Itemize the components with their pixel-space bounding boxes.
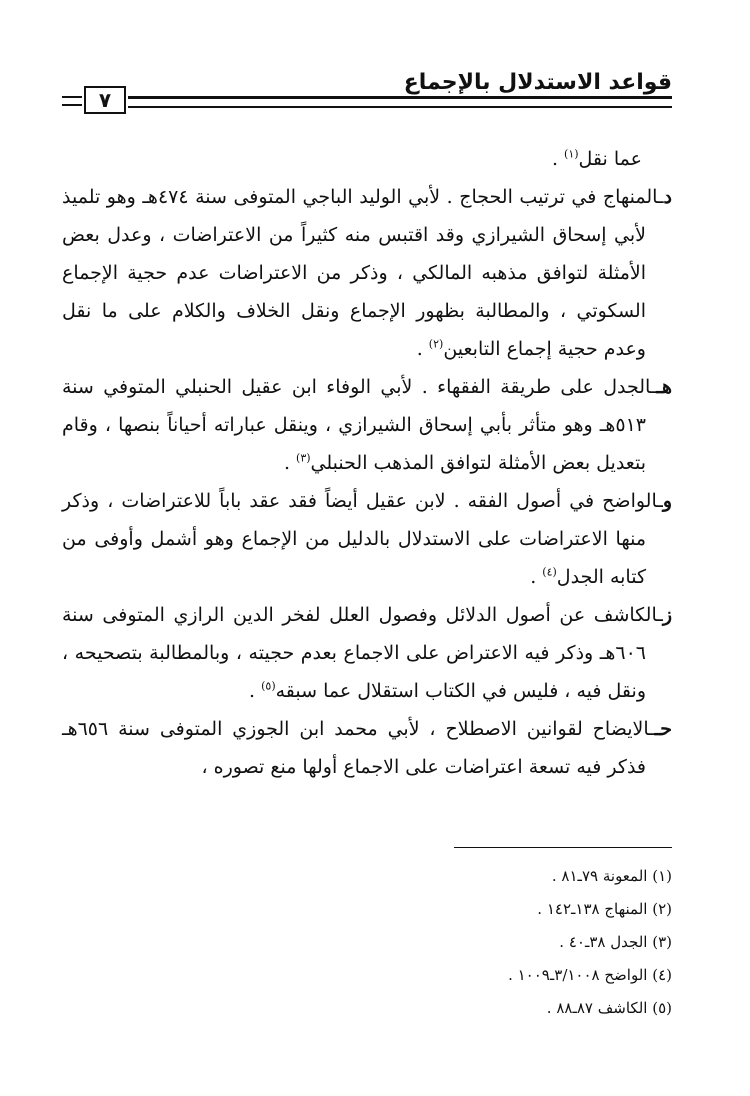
list-item: [62, 596, 672, 710]
main-text: [62, 140, 672, 786]
footnote: (٢) المنهاج ١٣٨ـ١٤٢ .: [537, 900, 672, 918]
footnotes: [72, 860, 672, 1025]
continuation-text: عما نقل: [578, 148, 642, 170]
item-letter: و: [662, 490, 672, 512]
item-end: .: [530, 566, 543, 588]
footnote: (٤) الواضح ٣/١٠٠٨ـ١٠٠٩ .: [508, 966, 672, 984]
item-end: .: [283, 452, 297, 474]
footnote-ref: (٥): [261, 679, 276, 693]
footnote-ref: (٢): [428, 337, 444, 351]
footnote: (١) المعونة ٧٩ـ٨١ .: [551, 867, 672, 885]
list-item: [62, 178, 672, 368]
item-text: ـالجدل على طريقة الفقهاء . لأبي الوفاء ابن عقيل الحنبلي المتوفي سنة ٥١٣هـ وهو متأثر بأبي إسحاق الشيرازي ، وينقل عباراته أحياناً بنصها ، وقام بتعديل بعض الأمثلة لتوافق المذهب الحنبلي: [62, 376, 657, 474]
header-rule-left-tick: [62, 96, 82, 98]
footnote-ref: (٤): [542, 565, 557, 579]
list-item: [62, 710, 672, 786]
item-letter: ز: [662, 604, 672, 626]
footnote-ref: (٣): [296, 451, 311, 465]
footnote-separator: [454, 847, 672, 848]
item-end: .: [249, 680, 262, 702]
page-number: ٧: [84, 86, 126, 114]
item-text: ـالمنهاج في ترتيب الحجاج . لأبي الوليد الباجي المتوفى سنة ٤٧٤هـ وهو تلميذ لأبي إسحاق الشيرازي وقد اقتبس منه كثيراً من الاعتراضات ، وعدل بعض الأمثلة لتوافق مذهبه المالكي ، وذكر من الاعتراضات عدم حجية الإجماع السكوتي ، والمطالبة بظهور الإجماع ونقل الخلاف والكلام على ما نقل وعدم حجية إجماع التابعين: [62, 186, 664, 360]
item-letter: هـ: [656, 376, 672, 398]
footnote: (٣) الجدل ٣٨ـ٤٠ .: [559, 933, 672, 951]
list-item: [62, 368, 672, 482]
item-letter: د: [663, 186, 672, 208]
item-letter: حـ: [654, 718, 672, 740]
item-text: ـالكاشف عن أصول الدلائل وفصول العلل لفخر الدين الرازي المتوفى سنة ٦٠٦هـ وذكر فيه الاعتراض على الاجماع بعدم حجيته ، وبالمطالبة بتصحيحه ، ونقل فيه ، فليس في الكتاب استقلال عما سبقه: [62, 604, 663, 702]
item-end: .: [416, 338, 429, 360]
item-text: ـالايضاح لقوانين الاصطلاح ، لأبي محمد ابن الجوزي المتوفى سنة ٦٥٦هـ فذكر فيه تسعة اعتراضات على الاجماع أولها منع تصوره ،: [62, 718, 655, 778]
continuation-line: [62, 140, 672, 178]
header-rule-left-tick: [62, 104, 82, 106]
footnote-ref: (١): [564, 147, 579, 161]
header-rule-thin: [128, 106, 672, 108]
item-text: ـالواضح في أصول الفقه . لابن عقيل أيضاً فقد عقد باباً للاعتراضات ، وذكر منها الاعتراضات على الاستدلال بالدليل من الإجماع وهو أشمل وأوفى من كتابه الجدل: [62, 490, 663, 588]
list-item: [62, 482, 672, 596]
footnote: (٥) الكاشف ٨٧ـ٨٨ .: [546, 999, 672, 1017]
running-title: قواعد الاستدلال بالإجماع: [403, 70, 672, 95]
header-rule-thick: [128, 96, 672, 99]
continuation-end: .: [551, 148, 565, 170]
